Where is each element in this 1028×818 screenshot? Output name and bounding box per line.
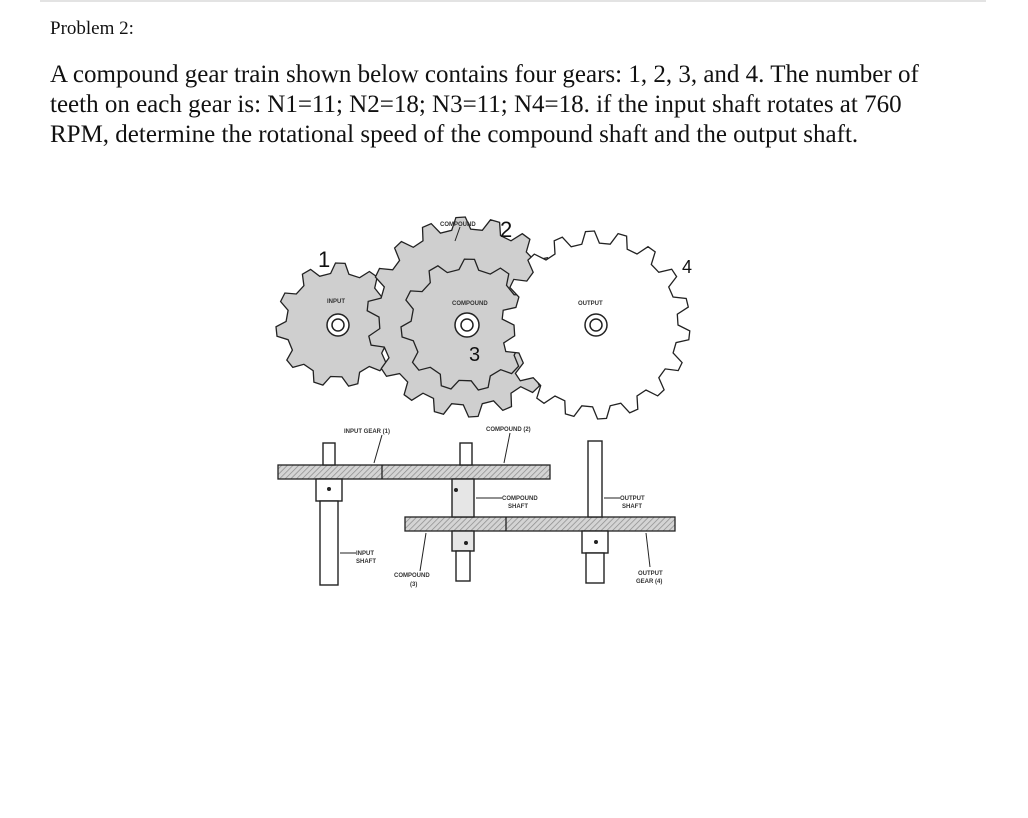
- label-compound-2: COMPOUND (2): [486, 427, 531, 433]
- label-output-shaft-1: OUTPUT: [620, 496, 645, 502]
- label-input-shaft-1: INPUT: [356, 551, 374, 557]
- gear-number-3: 3: [469, 344, 481, 366]
- compound-shaft-bottom: [456, 551, 470, 581]
- top-divider: [40, 0, 986, 2]
- compound-shaft-body: [452, 479, 474, 517]
- compound-shaft-top: [460, 443, 472, 465]
- problem-line-2: teeth on each gear is: N1=11; N2=18; N3=11; N4=18. if the input shaft rotates at 760: [50, 91, 902, 118]
- input-shaft: [320, 501, 338, 585]
- label-output-gear-2: GEAR (4): [636, 579, 663, 585]
- output-shaft-bottom: [586, 553, 604, 583]
- lower-gear-bar: [405, 517, 675, 531]
- leader-input-gear: [374, 435, 382, 463]
- input-shaft-pin: [327, 487, 331, 491]
- gear-number-2: 2: [500, 217, 513, 242]
- compound-hub: [455, 313, 479, 337]
- shaft-side-view: [278, 427, 675, 588]
- problem-line-3: RPM, determine the rotational speed of the compound shaft and the output shaft.: [50, 121, 859, 148]
- label-output-shaft-2: SHAFT: [622, 504, 642, 510]
- label-input-shaft-2: SHAFT: [356, 559, 376, 565]
- leader-output-gear: [646, 533, 650, 567]
- compound-shaft-lower: [452, 531, 474, 551]
- label-compound-shaft-1: COMPOUND: [502, 496, 538, 502]
- gear-train-figure: [270, 205, 693, 595]
- compound-shaft-pin-1: [454, 488, 458, 492]
- label-compound-mid: COMPOUND: [452, 301, 488, 307]
- label-compound-shaft-2: SHAFT: [508, 504, 528, 510]
- gear-number-1: 1: [318, 247, 331, 272]
- gear-number-4: 4: [682, 257, 693, 277]
- label-compound-3-1: COMPOUND: [394, 573, 430, 579]
- label-output-top: OUTPUT: [578, 301, 603, 307]
- label-output-gear-1: OUTPUT: [638, 571, 663, 577]
- input-shaft-top: [323, 443, 335, 465]
- problem-label: Problem 2:: [50, 18, 134, 39]
- label-compound-3-2: (3): [410, 582, 418, 588]
- label-compound-top: COMPOUND: [440, 222, 476, 228]
- output-hub: [585, 314, 607, 336]
- leader-compound-3: [420, 533, 426, 571]
- problem-statement: [50, 60, 980, 150]
- upper-gear-bar: [278, 465, 550, 479]
- leader-compound-2: [504, 433, 510, 463]
- output-shaft-top: [588, 441, 602, 517]
- problem-line-1: A compound gear train shown below contains four gears: 1, 2, 3, and 4. The number of: [50, 61, 919, 88]
- label-input-gear-1: INPUT GEAR (1): [344, 429, 391, 435]
- label-input-top: INPUT: [327, 299, 345, 305]
- compound-shaft-pin-2: [464, 541, 468, 545]
- output-shaft-pin: [594, 540, 598, 544]
- input-hub: [327, 314, 349, 336]
